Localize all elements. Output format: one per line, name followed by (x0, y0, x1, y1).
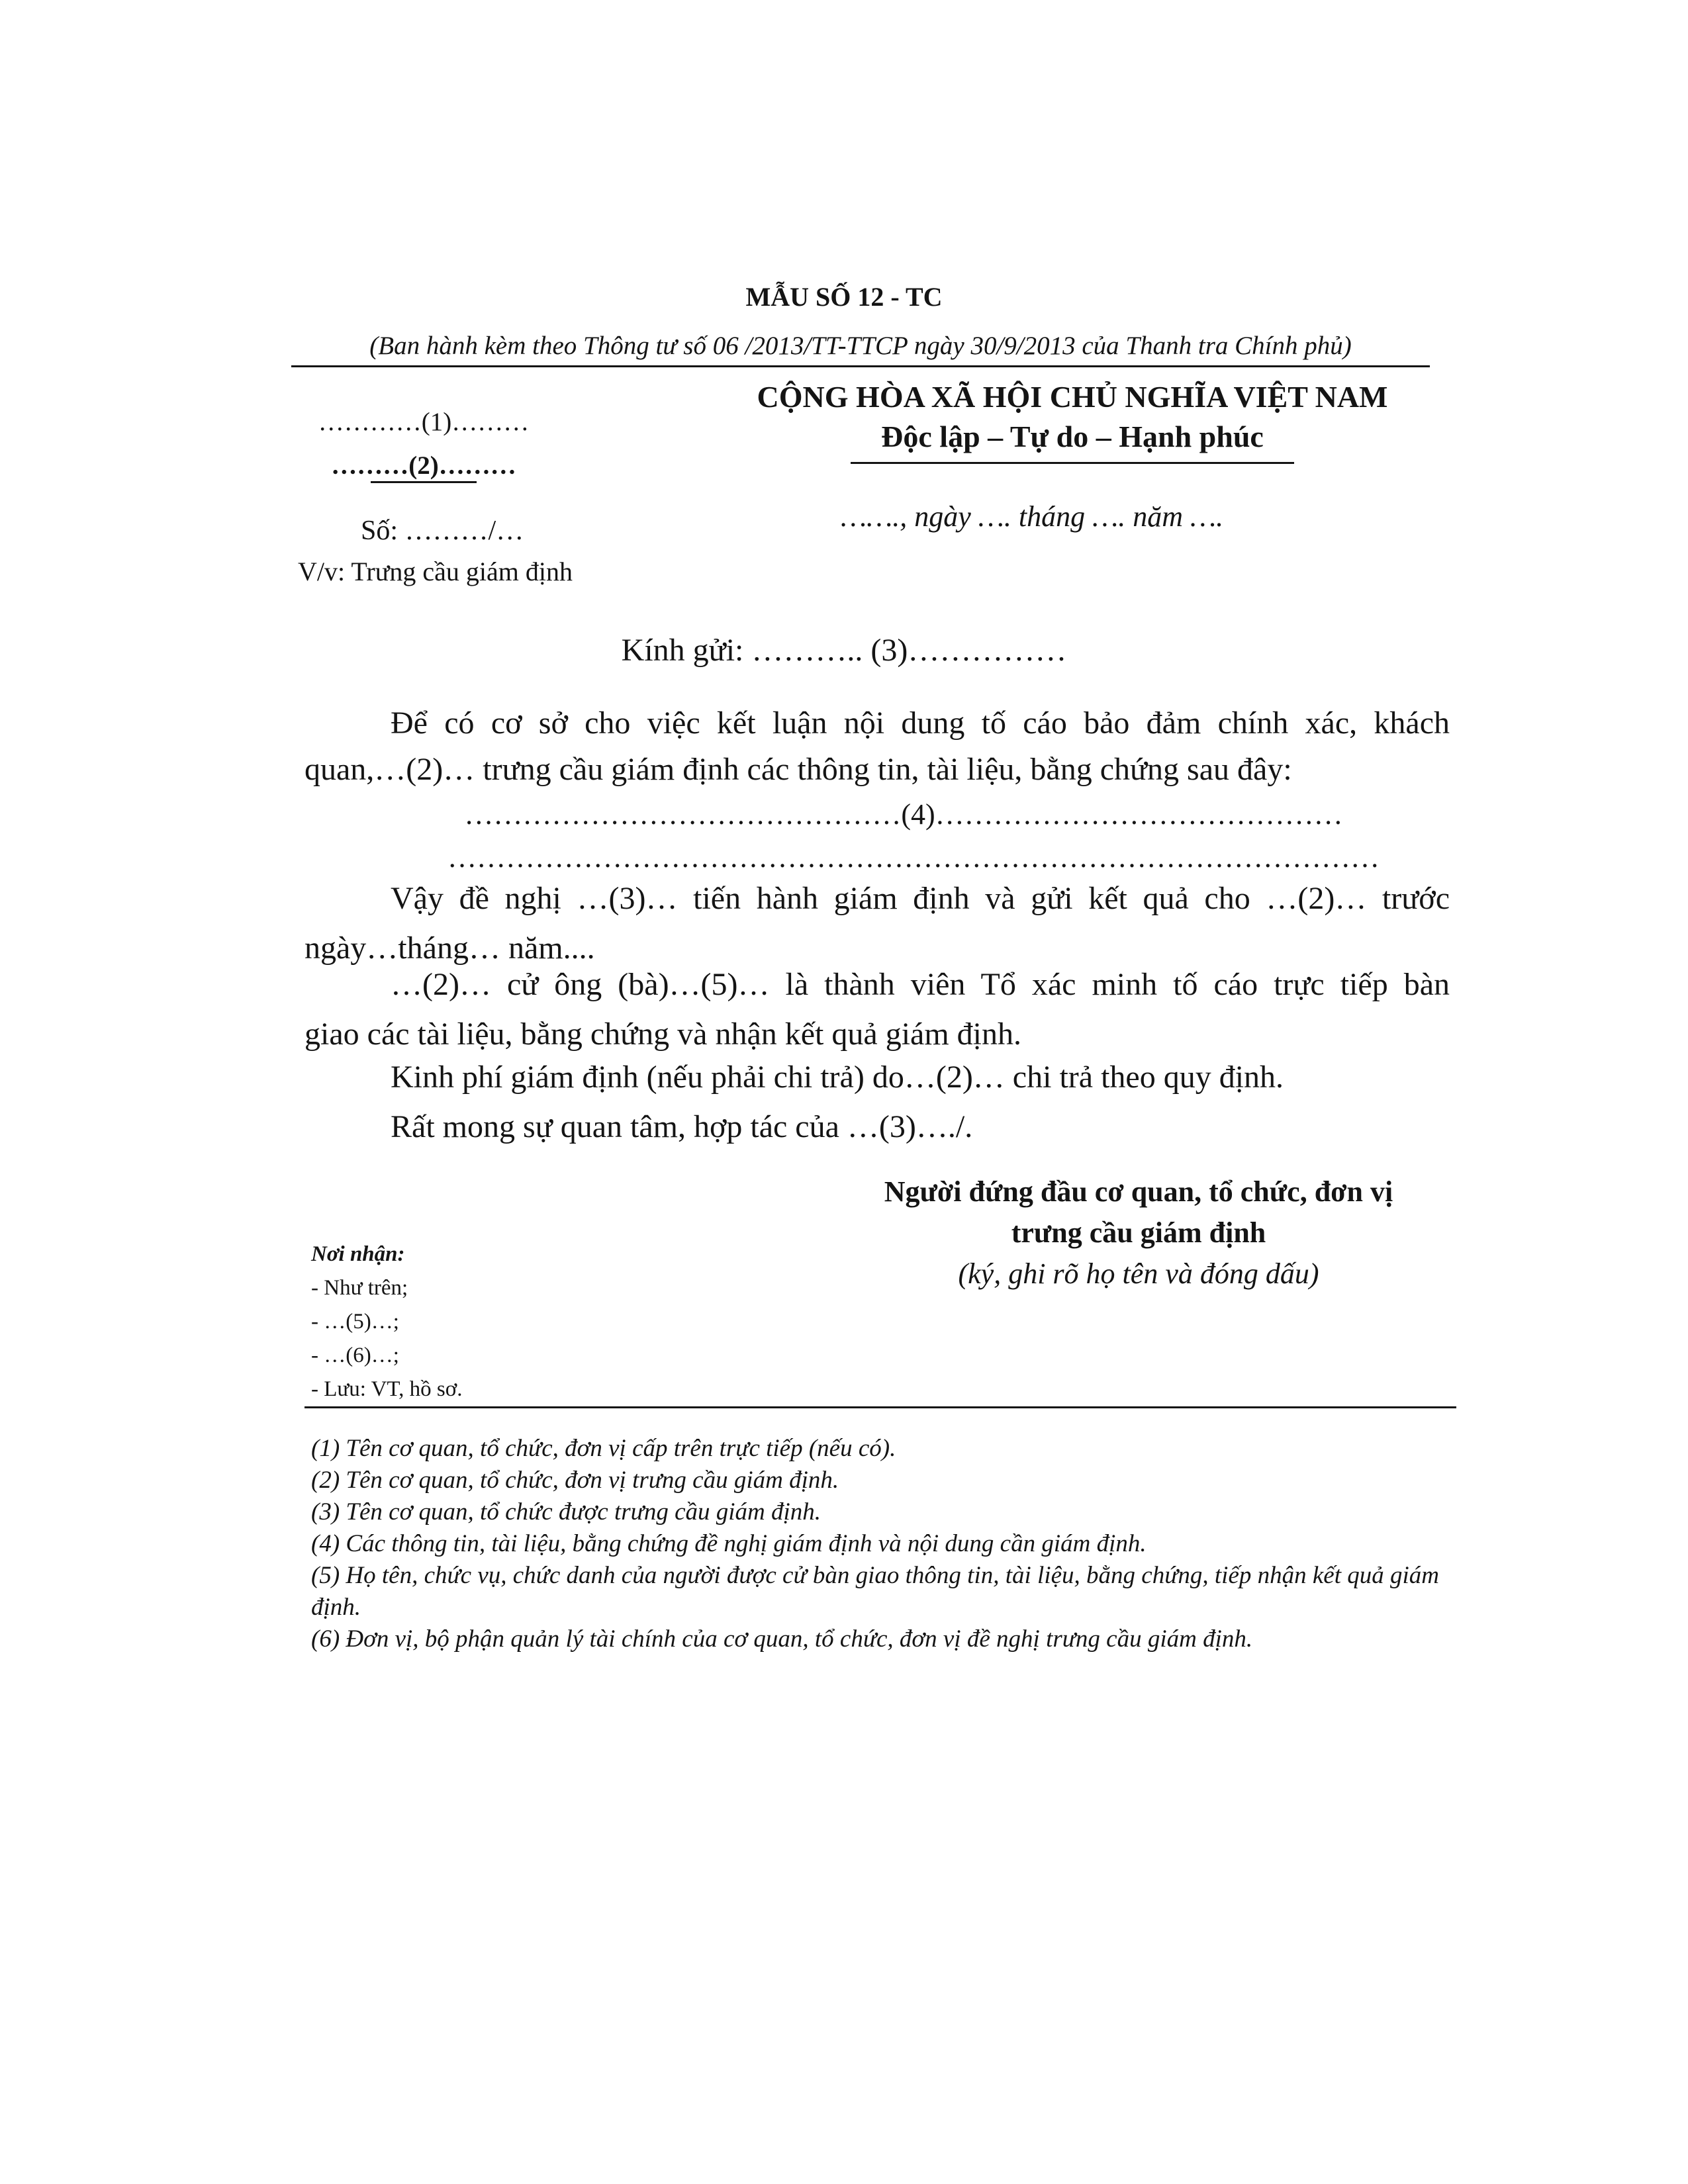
agency-underline (371, 481, 477, 483)
fill-in-line-blank: …………………………………………………………………………………… (447, 841, 1380, 874)
document-subject: V/v: Trưng cầu giám định (298, 557, 573, 586)
footnotes (311, 1433, 1450, 1655)
body-paragraph-3-line-1: …(2)… cử ông (bà)…(5)… là thành viên Tổ xác minh tố cáo trực tiếp bàn (391, 967, 1450, 1002)
signer-block (808, 1171, 1470, 1295)
superior-agency-line: …………(1)……… (318, 408, 530, 436)
motto-underline (851, 462, 1294, 464)
footnote-5: (5) Họ tên, chức vụ, chức danh của người được cử bàn giao thông tin, tài liệu, bằng chứng, tiếp nhận kết quả giám định. (311, 1562, 1439, 1621)
document-date: ……., ngày …. tháng …. năm …. (841, 500, 1224, 533)
form-number: MẪU SỐ 12 - TC (745, 282, 943, 312)
decree-underline (291, 365, 1430, 367)
footnote-1: (1) Tên cơ quan, tổ chức, đơn vị cấp trên trực tiếp (nếu có). (311, 1435, 896, 1462)
form-decree-reference: (Ban hành kèm theo Thông tư số 06 /2013/TT-TTCP ngày 30/9/2013 của Thanh tra Chính phủ) (369, 332, 1352, 360)
body-paragraph-1-line-1: Để có cơ sở cho việc kết luận nội dung tố cáo bảo đảm chính xác, khách (391, 705, 1450, 741)
recipients-list (311, 1238, 462, 1406)
body-paragraph-3-line-2: giao các tài liệu, bằng chứng và nhận kết quả giám định. (305, 1017, 1021, 1052)
recipient-item: - …(6)…; (311, 1343, 399, 1367)
body-paragraph-4: Kinh phí giám định (nếu phải chi trả) do…(2)… chi trả theo quy định. (391, 1060, 1284, 1095)
body-paragraph-2-line-2: ngày…tháng… năm.... (305, 931, 595, 966)
requesting-agency-line: ………(2)……… (331, 451, 516, 480)
national-motto: Độc lập – Tự do – Hạnh phúc (881, 420, 1264, 453)
fill-in-line-4: ………………………………………(4)…………………………………… (464, 798, 1343, 831)
recipient-item: - Lưu: VT, hồ sơ. (311, 1377, 463, 1401)
document-number: Số: ………/… (361, 516, 524, 546)
body-paragraph-5: Rất mong sự quan tâm, hợp tác của …(3)…./. (391, 1109, 973, 1144)
recipient-item: - …(5)…; (311, 1310, 399, 1334)
footnote-6: (6) Đơn vị, bộ phận quản lý tài chính của cơ quan, tổ chức, đơn vị đề nghị trưng cầu giám định. (311, 1625, 1253, 1653)
national-header (662, 377, 1483, 457)
signer-title-line-2: trưng cầu giám định (1011, 1216, 1266, 1249)
footnote-2: (2) Tên cơ quan, tổ chức, đơn vị trưng cầu giám định. (311, 1467, 839, 1494)
body-paragraph-2-line-1: Vậy đề nghị …(3)… tiến hành giám định và gửi kết quả cho …(2)… trước (391, 881, 1450, 916)
recipient-line: Kính gửi: ……….. (3)…………… (621, 633, 1067, 668)
signer-note: (ký, ghi rõ họ tên và đóng dấu) (958, 1257, 1319, 1290)
footnote-divider (305, 1406, 1456, 1408)
national-title: CỘNG HÒA XÃ HỘI CHỦ NGHĨA VIỆT NAM (757, 380, 1388, 414)
agency-block (278, 400, 569, 488)
recipients-heading: Nơi nhận: (311, 1242, 405, 1266)
recipient-item: - Như trên; (311, 1276, 408, 1300)
footnote-3: (3) Tên cơ quan, tổ chức được trưng cầu giám định. (311, 1498, 821, 1525)
footnote-4: (4) Các thông tin, tài liệu, bằng chứng đề nghị giám định và nội dung cần giám định. (311, 1530, 1147, 1557)
body-paragraph-1-line-2: quan,…(2)… trưng cầu giám định các thông tin, tài liệu, bằng chứng sau đây: (305, 752, 1292, 787)
signer-title-line-1: Người đứng đầu cơ quan, tổ chức, đơn vị (884, 1175, 1393, 1208)
